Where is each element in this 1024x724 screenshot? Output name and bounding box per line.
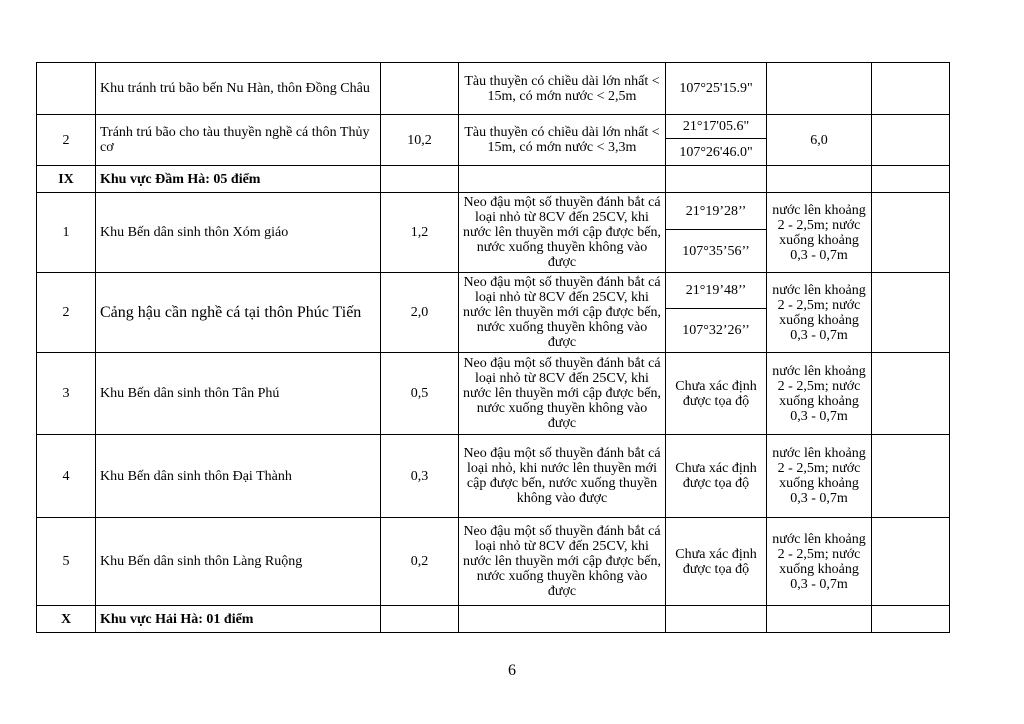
empty-cell bbox=[872, 606, 950, 633]
longitude-cell: 107°32’26’’ bbox=[666, 309, 767, 353]
condition-cell: Neo đậu một số thuyền đánh bắt cá loại nhỏ, khi nước lên thuyền mới cập được bến, nước xuống thuyền không vào được bbox=[459, 435, 666, 518]
empty-cell bbox=[767, 606, 872, 633]
section-row bbox=[37, 166, 950, 193]
stt-cell: 4 bbox=[37, 435, 96, 518]
stt-cell: 2 bbox=[37, 115, 96, 166]
area-cell: 0,2 bbox=[381, 518, 459, 606]
location-name-cell: Cảng hậu cần nghề cá tại thôn Phúc Tiến bbox=[96, 273, 381, 353]
note-cell bbox=[872, 518, 950, 606]
empty-cell bbox=[666, 606, 767, 633]
depth-cell bbox=[767, 63, 872, 115]
condition-cell: Neo đậu một số thuyền đánh bắt cá loại nhỏ từ 8CV đến 25CV, khi nước lên thuyền mới cập được bến, nước xuống thuyền không vào được bbox=[459, 193, 666, 273]
note-cell bbox=[872, 273, 950, 353]
longitude-cell: 107°26'46.0" bbox=[666, 139, 767, 166]
latitude-cell: 21°19’28’’ bbox=[666, 193, 767, 230]
coordinate-cell: 107°25'15.9" bbox=[666, 63, 767, 115]
harbor-table bbox=[36, 62, 950, 633]
condition-cell: Neo đậu một số thuyền đánh bắt cá loại nhỏ từ 8CV đến 25CV, khi nước lên thuyền mới cập được bến, nước xuống thuyền không vào được bbox=[459, 518, 666, 606]
depth-cell: nước lên khoảng 2 - 2,5m; nước xuống khoảng 0,3 - 0,7m bbox=[767, 193, 872, 273]
location-name-cell: Khu Bến dân sinh thôn Tân Phú bbox=[96, 353, 381, 435]
coordinate-cell: Chưa xác định được tọa độ bbox=[666, 353, 767, 435]
section-row bbox=[37, 606, 950, 633]
location-name-cell: Khu tránh trú bão bến Nu Hàn, thôn Đồng Châu bbox=[96, 63, 381, 115]
location-name-cell: Khu Bến dân sinh thôn Làng Ruộng bbox=[96, 518, 381, 606]
condition-cell: Tàu thuyền có chiều dài lớn nhất < 15m, có mớn nước < 2,5m bbox=[459, 63, 666, 115]
area-cell: 0,3 bbox=[381, 435, 459, 518]
location-name-cell: Khu Bến dân sinh thôn Đại Thành bbox=[96, 435, 381, 518]
stt-cell bbox=[37, 63, 96, 115]
note-cell bbox=[872, 63, 950, 115]
area-cell bbox=[381, 63, 459, 115]
note-cell bbox=[872, 435, 950, 518]
empty-cell bbox=[767, 166, 872, 193]
latitude-cell: 21°19’48’’ bbox=[666, 273, 767, 309]
note-cell bbox=[872, 353, 950, 435]
page-number: 6 bbox=[508, 662, 516, 679]
latitude-cell: 21°17'05.6" bbox=[666, 115, 767, 139]
empty-cell bbox=[381, 606, 459, 633]
section-title: Khu vực Đầm Hà: 05 điểm bbox=[96, 166, 381, 193]
note-cell bbox=[872, 115, 950, 166]
section-title: Khu vực Hải Hà: 01 điểm bbox=[96, 606, 381, 633]
condition-cell: Neo đậu một số thuyền đánh bắt cá loại nhỏ từ 8CV đến 25CV, khi nước lên thuyền mới cập được bến, nước xuống thuyền không vào được bbox=[459, 353, 666, 435]
depth-cell: 6,0 bbox=[767, 115, 872, 166]
section-number: IX bbox=[37, 166, 96, 193]
stt-cell: 1 bbox=[37, 193, 96, 273]
table-row bbox=[37, 193, 950, 230]
depth-cell: nước lên khoảng 2 - 2,5m; nước xuống khoảng 0,3 - 0,7m bbox=[767, 518, 872, 606]
depth-cell: nước lên khoảng 2 - 2,5m; nước xuống khoảng 0,3 - 0,7m bbox=[767, 273, 872, 353]
table-row bbox=[37, 63, 950, 115]
table-row bbox=[37, 435, 950, 518]
condition-cell: Tàu thuyền có chiều dài lớn nhất < 15m, có mớn nước < 3,3m bbox=[459, 115, 666, 166]
empty-cell bbox=[666, 166, 767, 193]
coordinate-cell: Chưa xác định được tọa độ bbox=[666, 435, 767, 518]
table-row bbox=[37, 353, 950, 435]
longitude-cell: 107°35’56’’ bbox=[666, 230, 767, 273]
stt-cell: 2 bbox=[37, 273, 96, 353]
empty-cell bbox=[381, 166, 459, 193]
table-row bbox=[37, 518, 950, 606]
location-name-cell: Tránh trú bão cho tàu thuyền nghề cá thôn Thủy cơ bbox=[96, 115, 381, 166]
area-cell: 10,2 bbox=[381, 115, 459, 166]
area-cell: 1,2 bbox=[381, 193, 459, 273]
location-name-cell: Khu Bến dân sinh thôn Xóm giáo bbox=[96, 193, 381, 273]
condition-cell: Neo đậu một số thuyền đánh bắt cá loại nhỏ từ 8CV đến 25CV, khi nước lên thuyền mới cập được bến, nước xuống thuyền không vào được bbox=[459, 273, 666, 353]
empty-cell bbox=[459, 606, 666, 633]
section-number: X bbox=[37, 606, 96, 633]
area-cell: 2,0 bbox=[381, 273, 459, 353]
coordinate-cell: Chưa xác định được tọa độ bbox=[666, 518, 767, 606]
depth-cell: nước lên khoảng 2 - 2,5m; nước xuống khoảng 0,3 - 0,7m bbox=[767, 435, 872, 518]
empty-cell bbox=[459, 166, 666, 193]
table-row bbox=[37, 273, 950, 309]
stt-cell: 3 bbox=[37, 353, 96, 435]
depth-cell: nước lên khoảng 2 - 2,5m; nước xuống khoảng 0,3 - 0,7m bbox=[767, 353, 872, 435]
empty-cell bbox=[872, 166, 950, 193]
area-cell: 0,5 bbox=[381, 353, 459, 435]
note-cell bbox=[872, 193, 950, 273]
stt-cell: 5 bbox=[37, 518, 96, 606]
table-row bbox=[37, 115, 950, 139]
